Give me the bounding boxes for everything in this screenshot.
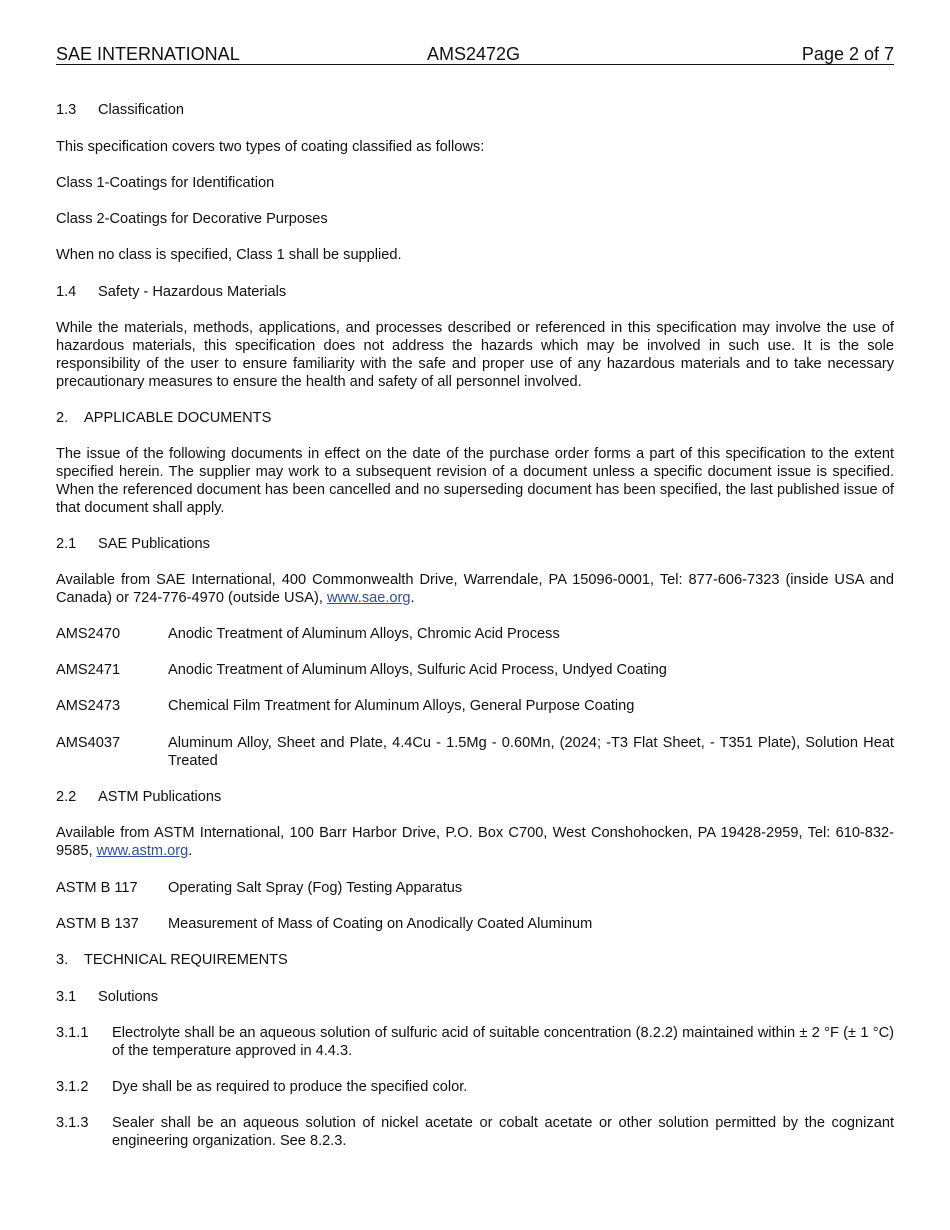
applicable-documents-paragraph: The issue of the following documents in effect on the date of the purchase order forms a part of this specification to the extent specified herein. The supplier may work to a subsequent revision of a document unless a specific document issue is specified. When the referenced document has been cancelled and no superseding document has been specified, the last published issue of that document shall apply. <box>56 446 894 516</box>
reference-code: AMS4037 <box>56 735 121 751</box>
class-2-item: Class 2-Coatings for Decorative Purposes <box>56 211 328 227</box>
section-2-heading <box>56 409 271 427</box>
reference-title: Operating Salt Spray (Fog) Testing Apparatus <box>168 880 463 896</box>
reference-title: Measurement of Mass of Coating on Anodically Coated Aluminum <box>168 916 593 932</box>
sae-website-link[interactable]: www.sae.org <box>326 590 411 606</box>
header-publisher: SAE INTERNATIONAL <box>56 44 240 64</box>
reference-code: ASTM B 137 <box>56 916 139 932</box>
section-1-3-heading <box>56 101 184 119</box>
sentence-end: . <box>410 590 415 606</box>
section-2-1-heading <box>56 535 210 553</box>
astm-availability-text: Available from ASTM International, 100 Barr Harbor Drive, P.O. Box C700, West Conshohocken, PA 19428-2959, Tel: 610-832-9585, <box>56 825 894 859</box>
reference-code: AMS2471 <box>56 662 121 678</box>
section-title: TECHNICAL REQUIREMENTS <box>84 952 288 968</box>
requirement-text: Dye shall be as required to produce the specified color. <box>112 1079 468 1095</box>
section-3-1-heading <box>56 988 158 1006</box>
requirement-number: 3.1.1 <box>56 1025 89 1041</box>
section-number: 2.1 <box>56 536 77 552</box>
page-header <box>56 44 894 65</box>
header-doc-number: AMS2472G <box>427 44 521 64</box>
classification-intro: This specification covers two types of coating classified as follows: <box>56 139 485 155</box>
header-page-number: Page 2 of 7 <box>801 44 894 64</box>
astm-availability-paragraph <box>56 824 894 860</box>
section-title: Solutions <box>98 989 159 1005</box>
section-number: 2. <box>56 410 69 426</box>
sae-availability-paragraph <box>56 571 894 607</box>
section-number: 3. <box>56 952 69 968</box>
section-2-2-heading <box>56 788 221 806</box>
section-3-heading <box>56 951 288 969</box>
section-title: Safety - Hazardous Materials <box>98 284 287 300</box>
section-number: 2.2 <box>56 789 77 805</box>
requirement-number: 3.1.3 <box>56 1115 89 1131</box>
reference-title: Chemical Film Treatment for Aluminum Alloys, General Purpose Coating <box>168 698 635 714</box>
section-number: 3.1 <box>56 989 77 1005</box>
astm-website-link[interactable]: www.astm.org <box>96 843 189 859</box>
section-number: 1.3 <box>56 102 77 118</box>
requirement-text: Sealer shall be an aqueous solution of nickel acetate or cobalt acetate or other solution permitted by the cognizant engineering organization. See 8.2.3. <box>112 1115 894 1149</box>
default-class-note: When no class is specified, Class 1 shall be supplied. <box>56 247 402 263</box>
section-title: SAE Publications <box>98 536 210 552</box>
reference-title: Anodic Treatment of Aluminum Alloys, Sulfuric Acid Process, Undyed Coating <box>168 662 667 678</box>
section-1-4-heading <box>56 283 286 301</box>
reference-code: ASTM B 117 <box>56 880 138 896</box>
section-number: 1.4 <box>56 284 77 300</box>
section-title: ASTM Publications <box>98 789 222 805</box>
reference-code: AMS2473 <box>56 698 121 714</box>
section-title: Classification <box>98 102 184 118</box>
sentence-end: . <box>188 843 193 859</box>
section-title: APPLICABLE DOCUMENTS <box>84 410 272 426</box>
class-1-item: Class 1-Coatings for Identification <box>56 175 275 191</box>
sae-availability-text: Available from SAE International, 400 Commonwealth Drive, Warrendale, PA 15096-0001, Tel: 877-606-7323 (inside USA and Canada) or 724-776-4970 (outside USA), <box>56 572 894 606</box>
requirement-text: Electrolyte shall be an aqueous solution of sulfuric acid of suitable concentration (8.2.2) maintained within ± 2 °F (± 1 °C) of the temperature approved in 4.4.3. <box>112 1025 894 1059</box>
reference-title: Aluminum Alloy, Sheet and Plate, 4.4Cu - 1.5Mg - 0.60Mn, (2024; -T3 Flat Sheet, - T351 Plate), Solution Heat Treated <box>168 735 894 769</box>
reference-code: AMS2470 <box>56 626 121 642</box>
reference-title: Anodic Treatment of Aluminum Alloys, Chromic Acid Process <box>168 626 560 642</box>
safety-paragraph: While the materials, methods, applications, and processes described or referenced in this specification may involve the use of hazardous materials, this specification does not address the hazards which may be involved in such use. It is the sole responsibility of the user to ensure familiarity with the safe and proper use of any hazardous materials and to take necessary precautionary measures to ensure the health and safety of all personnel involved. <box>56 320 894 390</box>
requirement-number: 3.1.2 <box>56 1079 89 1095</box>
